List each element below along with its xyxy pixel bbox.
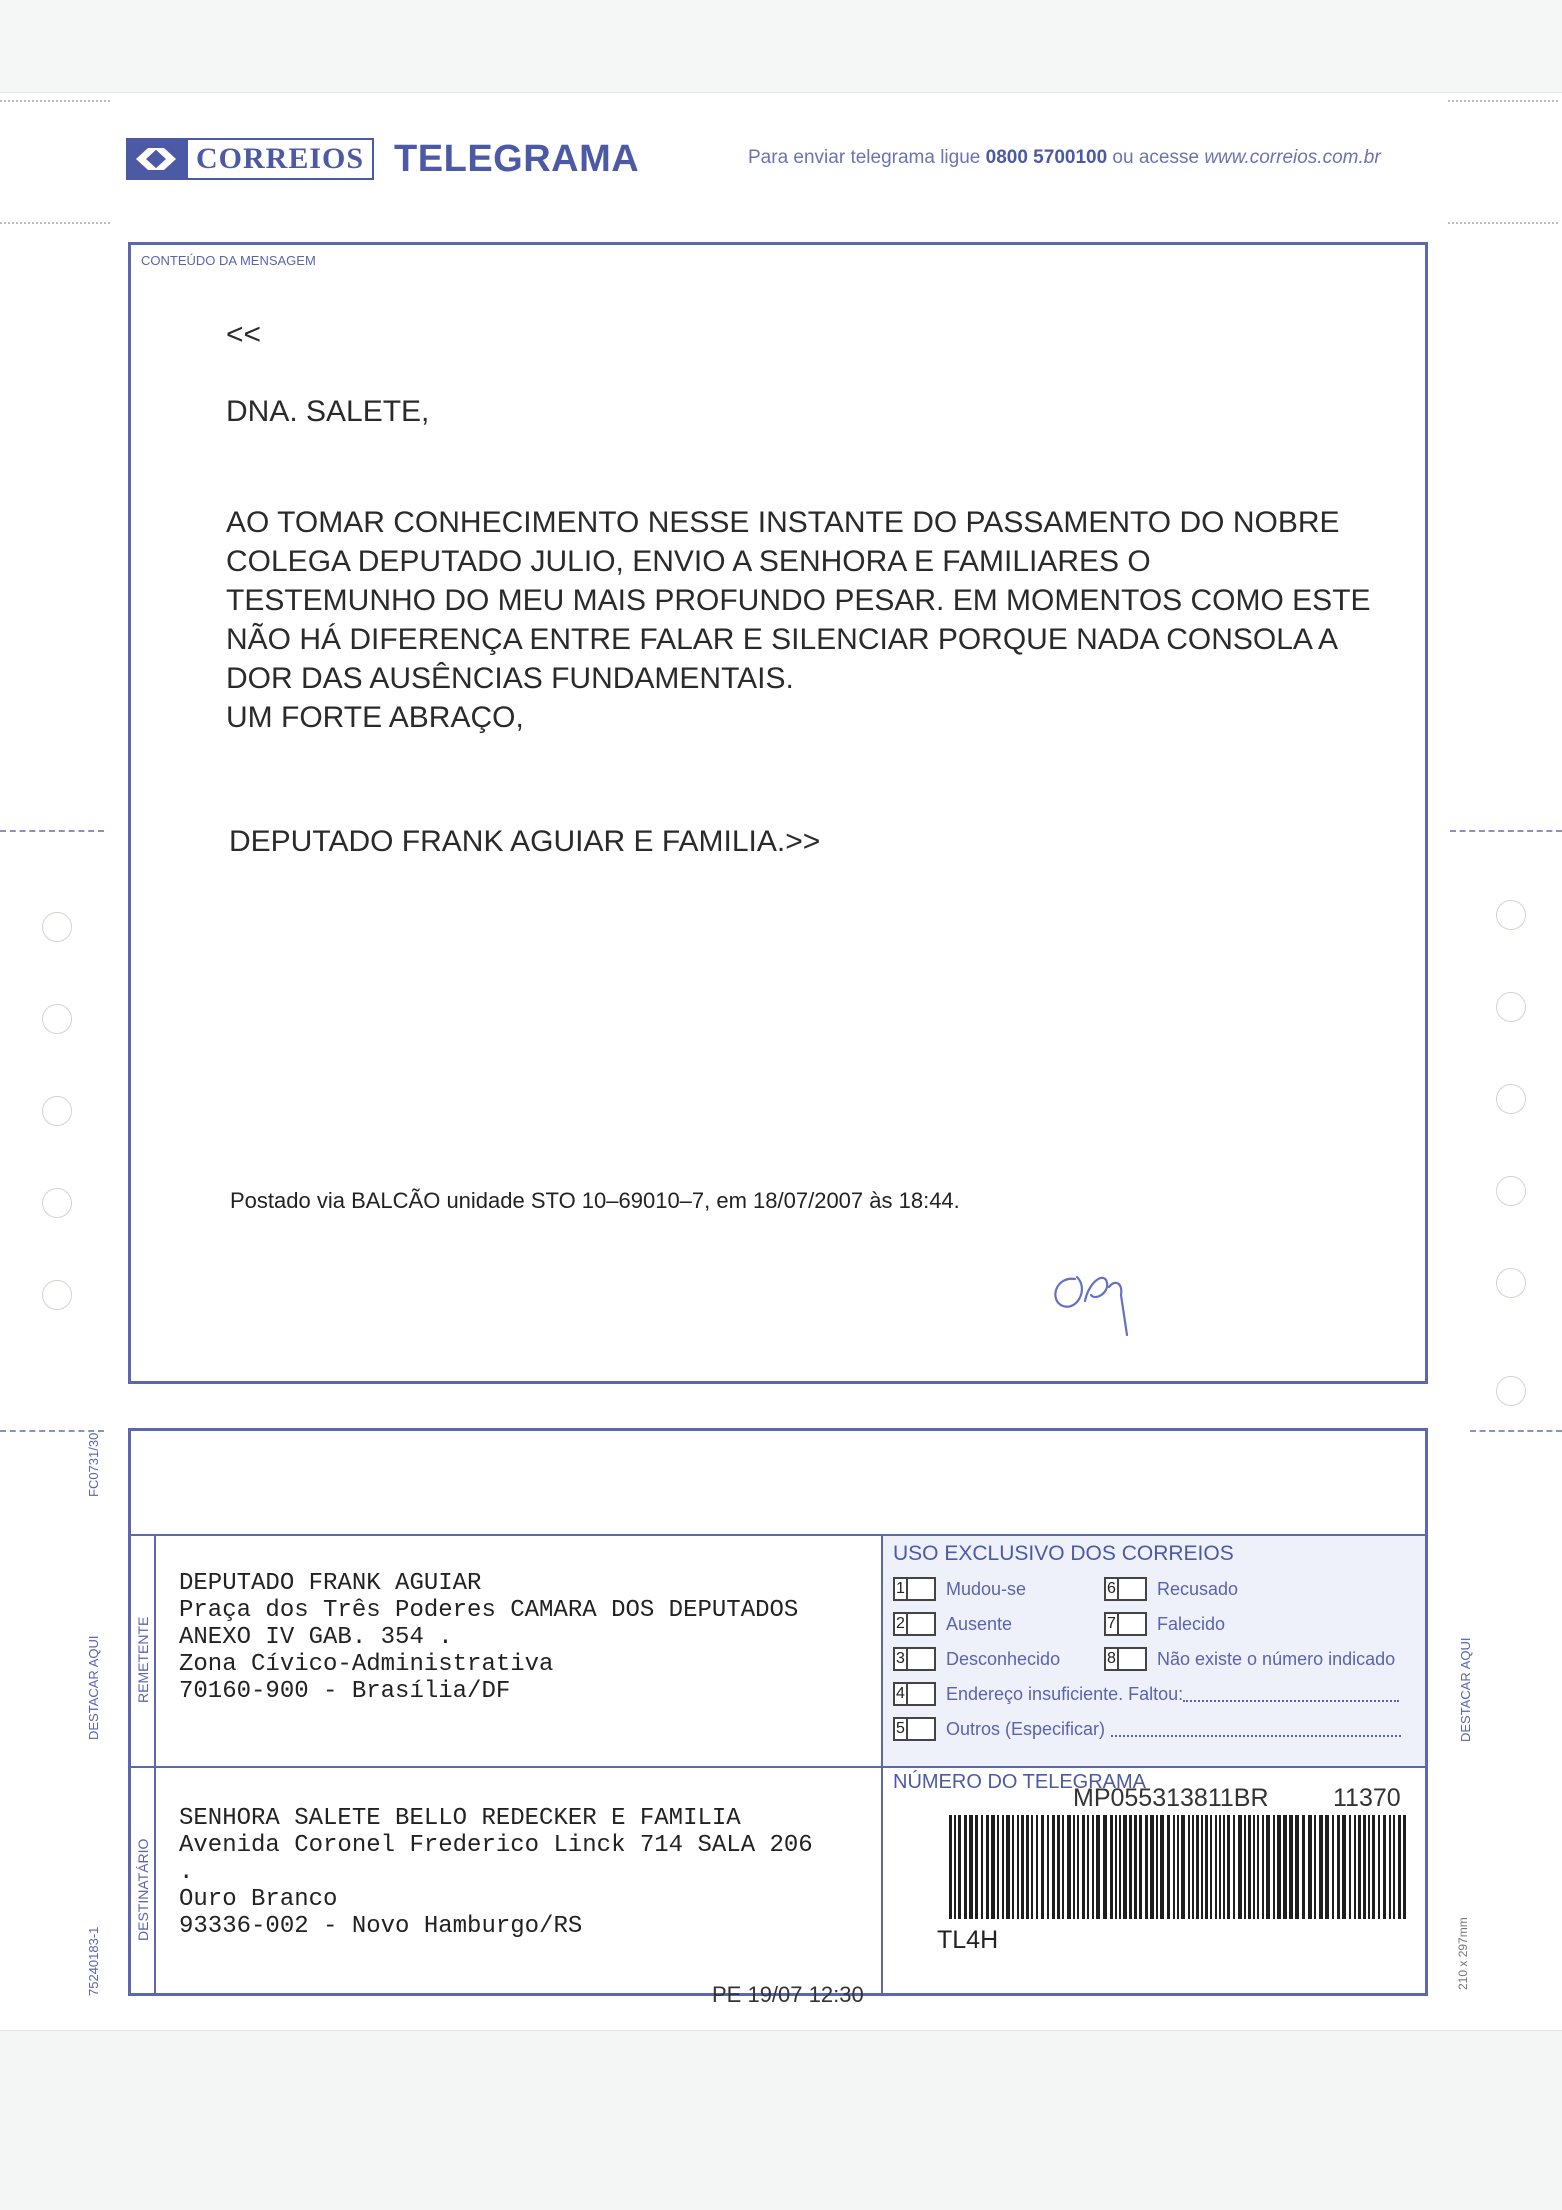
- address-line: ANEXO IV GAB. 354 .: [179, 1624, 453, 1651]
- option-outros[interactable]: [893, 1717, 1401, 1741]
- telegrama-barcode: [949, 1815, 1409, 1919]
- info-middle: ou acesse: [1107, 147, 1205, 168]
- tractor-hole: [42, 1280, 72, 1310]
- brand-name: CORREIOS: [186, 138, 374, 180]
- perforation-dots: [1448, 100, 1558, 102]
- address-line: SENHORA SALETE BELLO REDECKER E FAMILIA: [179, 1805, 741, 1832]
- destinatario-label: DESTINATÁRIO: [135, 1838, 151, 1941]
- address-section: [128, 1428, 1428, 1996]
- body-line: TESTEMUNHO DO MEU MAIS PROFUNDO PESAR. EM MOMENTOS COMO ESTE: [226, 584, 1371, 617]
- message-salutation: DNA. SALETE,: [226, 395, 430, 428]
- tear-line-right: [1450, 830, 1562, 832]
- message-opening: <<: [226, 318, 262, 351]
- info-phone: 0800 5700100: [985, 147, 1108, 168]
- address-line: Ouro Branco: [179, 1886, 338, 1913]
- correios-logo: [126, 138, 639, 180]
- option-label: Não existe o número indicado: [1157, 1648, 1396, 1669]
- message-box: [128, 242, 1428, 1384]
- info-prefix: Para enviar telegrama ligue: [748, 147, 986, 168]
- divider: [154, 1534, 156, 1993]
- option-number: 2: [893, 1612, 906, 1636]
- option-recusado[interactable]: [1104, 1577, 1238, 1601]
- address-line: Zona Cívico-Administrativa: [179, 1651, 554, 1678]
- address-line: DEPUTADO FRANK AGUIAR: [179, 1570, 482, 1597]
- tractor-hole: [42, 912, 72, 942]
- tear-line-left: [0, 830, 104, 832]
- option-number: 8: [1104, 1647, 1117, 1671]
- tractor-hole: [42, 1188, 72, 1218]
- option-endereco-insuficiente[interactable]: [893, 1682, 1399, 1706]
- form-code: FC0731/30: [86, 1432, 101, 1497]
- message-label: CONTEÚDO DA MENSAGEM: [141, 253, 316, 268]
- destinatario-address: [179, 1805, 813, 1940]
- perforation-dots: [1448, 222, 1558, 224]
- option-number: 5: [893, 1717, 906, 1741]
- option-number: 1: [893, 1577, 906, 1601]
- fill-line: [1183, 1686, 1399, 1702]
- telegrama-code: 11370: [1333, 1784, 1401, 1812]
- message-body: [226, 503, 1371, 737]
- correios-arrows-icon: [126, 138, 186, 180]
- body-line: DOR DAS AUSÊNCIAS FUNDAMENTAIS.: [226, 662, 794, 695]
- option-nao-existe-numero[interactable]: [1104, 1647, 1395, 1671]
- option-label: Recusado: [1157, 1578, 1239, 1599]
- option-number: 3: [893, 1647, 906, 1671]
- address-line: .: [179, 1859, 194, 1886]
- option-checkbox[interactable]: [1117, 1577, 1147, 1601]
- sheet-top-edge: [0, 0, 1562, 93]
- option-label: Ausente: [946, 1613, 1013, 1634]
- message-signature-line: DEPUTADO FRANK AGUIAR E FAMILIA.>>: [229, 825, 821, 858]
- remetente-address: [179, 1570, 798, 1705]
- tractor-hole: [1496, 1376, 1526, 1406]
- option-mudou-se[interactable]: [893, 1577, 1026, 1601]
- perforation-dots: [0, 100, 110, 102]
- destacar-aqui-right: DESTACAR AQUI: [1458, 1637, 1473, 1742]
- postmark-stamp: PE 19/07 12:30: [712, 1982, 864, 2007]
- remetente-label: REMETENTE: [135, 1616, 151, 1703]
- serial-number: 75240183-1: [86, 1926, 101, 1996]
- tractor-hole: [1496, 900, 1526, 930]
- numero-telegrama-label: NÚMERO DO TELEGRAMA: [893, 1771, 1146, 1793]
- body-line: NÃO HÁ DIFERENÇA ENTRE FALAR E SILENCIAR PORQUE NADA CONSOLA A: [226, 623, 1338, 656]
- address-line: 93336-002 - Novo Hamburgo/RS: [179, 1913, 583, 1940]
- tractor-hole: [1496, 992, 1526, 1022]
- route-code: TL4H: [937, 1926, 999, 1954]
- option-number: 6: [1104, 1577, 1117, 1601]
- option-checkbox[interactable]: [1117, 1647, 1147, 1671]
- address-line: Avenida Coronel Frederico Linck 714 SALA 206: [179, 1832, 813, 1859]
- option-ausente[interactable]: [893, 1612, 1012, 1636]
- telegrama-number: MP055313811BR: [1073, 1784, 1269, 1812]
- tractor-hole: [1496, 1268, 1526, 1298]
- option-label: Endereço insuficiente. Faltou:: [946, 1683, 1184, 1704]
- option-checkbox[interactable]: [906, 1682, 936, 1706]
- info-site: www.correios.com.br: [1204, 147, 1381, 168]
- option-number: 7: [1104, 1612, 1117, 1636]
- option-checkbox[interactable]: [906, 1612, 936, 1636]
- perforation-dots: [0, 222, 110, 224]
- option-label: Falecido: [1157, 1613, 1226, 1634]
- body-line: AO TOMAR CONHECIMENTO NESSE INSTANTE DO PASSAMENTO DO NOBRE: [226, 506, 1340, 539]
- tractor-hole: [42, 1004, 72, 1034]
- option-desconhecido[interactable]: [893, 1647, 1060, 1671]
- body-line: UM FORTE ABRAÇO,: [226, 701, 524, 734]
- option-number: 4: [893, 1682, 906, 1706]
- handwritten-initials: [1045, 1261, 1155, 1341]
- option-checkbox[interactable]: [1117, 1612, 1147, 1636]
- option-label: Outros (Especificar): [946, 1718, 1106, 1739]
- uso-exclusivo-title: USO EXCLUSIVO DOS CORREIOS: [893, 1542, 1234, 1565]
- option-label: Desconhecido: [946, 1648, 1061, 1669]
- option-checkbox[interactable]: [906, 1577, 936, 1601]
- fill-line: [1111, 1721, 1401, 1737]
- option-checkbox[interactable]: [906, 1717, 936, 1741]
- tractor-hole: [1496, 1176, 1526, 1206]
- document-title: TELEGRAMA: [394, 137, 640, 180]
- paper-size: 210 x 297mm: [1456, 1917, 1470, 1990]
- tractor-hole: [1496, 1084, 1526, 1114]
- address-line: 70160-900 - Brasília/DF: [179, 1678, 511, 1705]
- body-line: COLEGA DEPUTADO JULIO, ENVIO A SENHORA E FAMILIARES O: [226, 545, 1151, 578]
- tear-line-right: [1470, 1430, 1562, 1432]
- posted-info: Postado via BALCÃO unidade STO 10–69010–7, em 18/07/2007 às 18:44.: [230, 1188, 960, 1213]
- header-contact-info: [748, 147, 1381, 169]
- option-checkbox[interactable]: [906, 1647, 936, 1671]
- sheet-bottom-edge: [0, 2030, 1562, 2210]
- option-falecido[interactable]: [1104, 1612, 1225, 1636]
- tractor-hole: [42, 1096, 72, 1126]
- address-line: Praça dos Três Poderes CAMARA DOS DEPUTADOS: [179, 1597, 799, 1624]
- divider: [131, 1766, 1425, 1768]
- destacar-aqui-left: DESTACAR AQUI: [86, 1635, 101, 1740]
- option-label: Mudou-se: [946, 1578, 1027, 1599]
